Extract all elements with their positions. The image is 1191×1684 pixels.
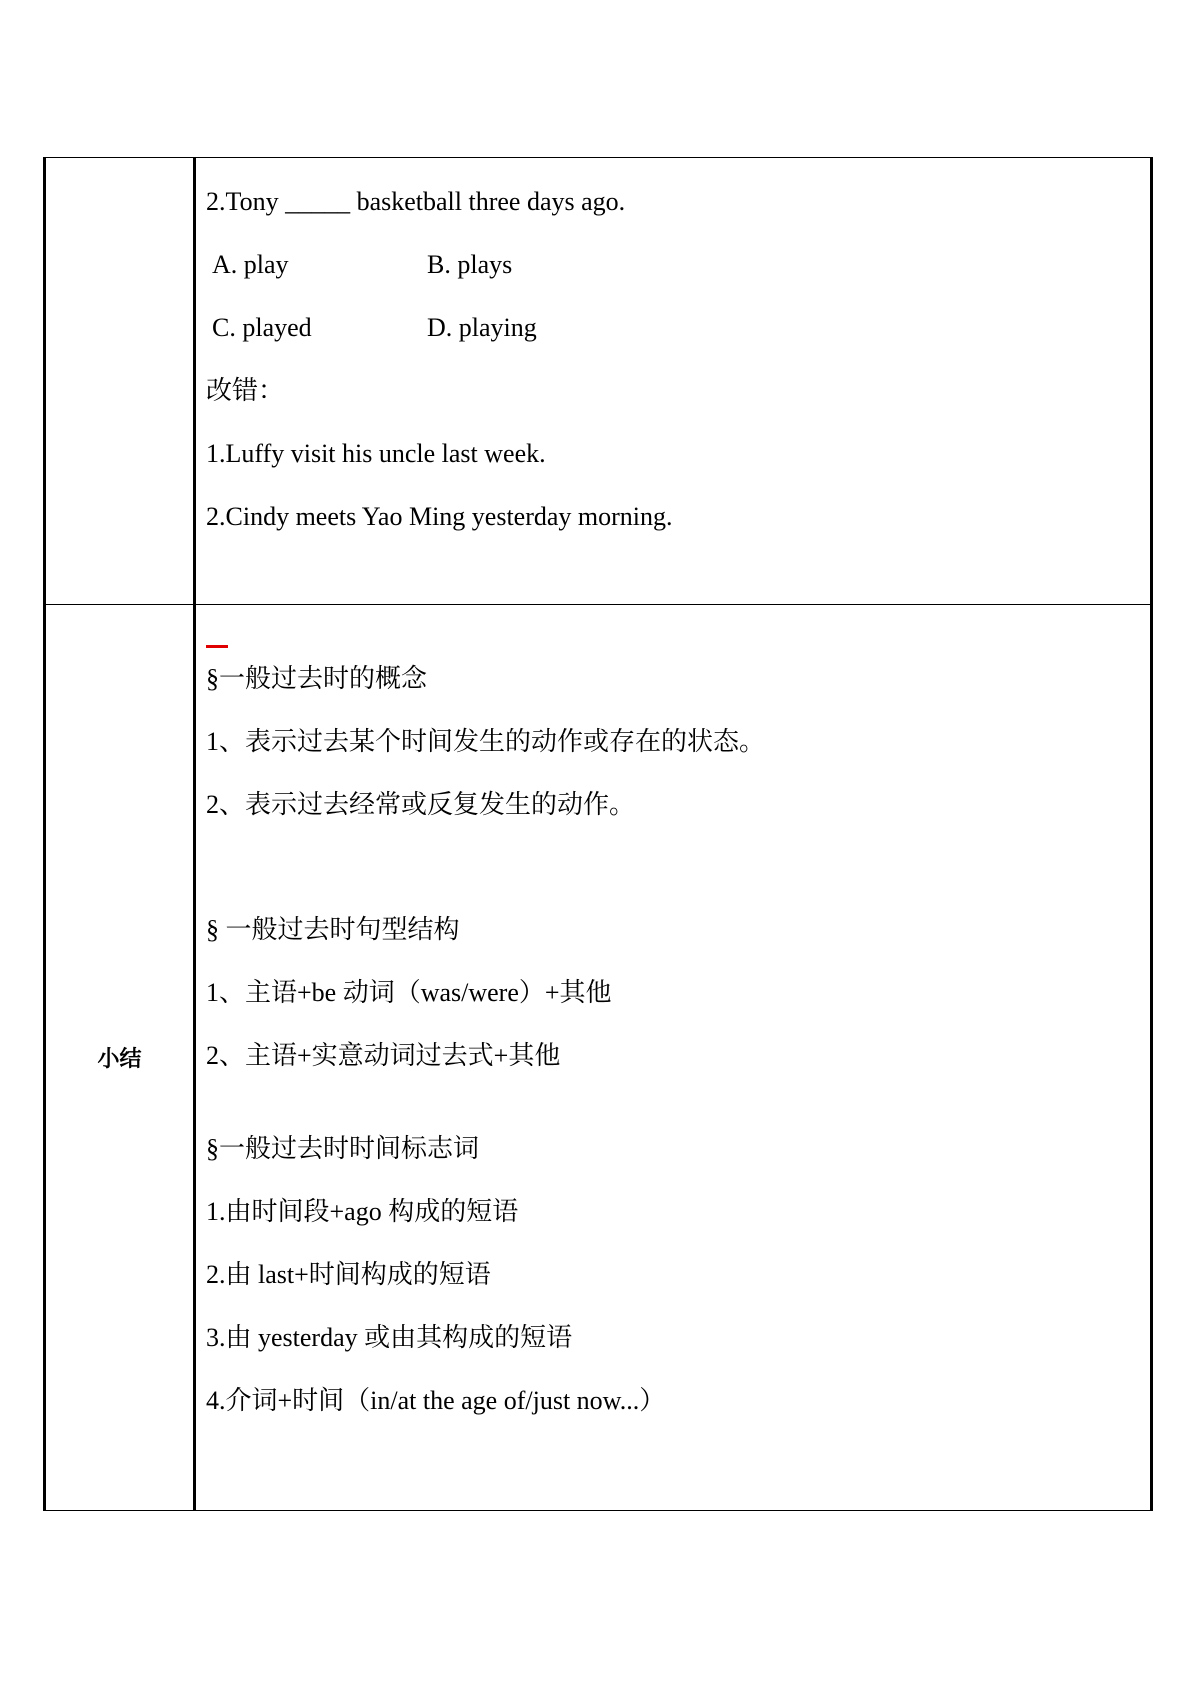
exercise-row <box>45 158 1152 605</box>
lesson-table <box>43 157 1153 1511</box>
marker-item: 1.由时间段+ago 构成的短语 <box>206 1197 519 1226</box>
option-b: B. plays <box>427 250 513 279</box>
summary-content-cell <box>195 605 1152 1511</box>
marker-item: 3.由 yesterday 或由其构成的短语 <box>206 1323 573 1352</box>
exercise-label-cell <box>45 158 195 605</box>
option-row <box>206 296 1150 359</box>
concept-item: 1、表示过去某个时间发生的动作或存在的状态。 <box>206 727 766 756</box>
option-c: C. played <box>212 313 312 342</box>
option-d: D. playing <box>427 313 537 342</box>
structure-item: 2、主语+实意动词过去式+其他 <box>206 1041 561 1070</box>
marker-heading: §一般过去时时间标志词 <box>206 1134 480 1163</box>
option-row <box>206 233 1150 296</box>
marker-item: 4.介词+时间（in/at the age of/just now...） <box>206 1386 666 1415</box>
summary-label-cell <box>45 605 195 1511</box>
correction-item: 1.Luffy visit his uncle last week. <box>206 439 546 468</box>
summary-label: 小结 <box>97 1047 142 1072</box>
exercise-content-cell <box>195 158 1152 605</box>
structure-heading: § 一般过去时句型结构 <box>206 915 460 944</box>
correction-heading: 改错： <box>206 376 285 405</box>
concept-heading: §一般过去时的概念 <box>206 664 428 693</box>
question-text: 2.Tony _____ basketball three days ago. <box>206 187 626 216</box>
summary-row <box>45 605 1152 1511</box>
option-a: A. play <box>212 250 289 279</box>
structure-item: 1、主语+be 动词（was/were）+其他 <box>206 978 612 1007</box>
summary-content <box>196 605 1150 1432</box>
concept-item: 2、表示过去经常或反复发生的动作。 <box>206 790 636 819</box>
red-dash-mark <box>206 617 1150 647</box>
exercise-content <box>196 158 1150 548</box>
correction-item: 2.Cindy meets Yao Ming yesterday morning. <box>206 502 673 531</box>
marker-item: 2.由 last+时间构成的短语 <box>206 1260 491 1289</box>
